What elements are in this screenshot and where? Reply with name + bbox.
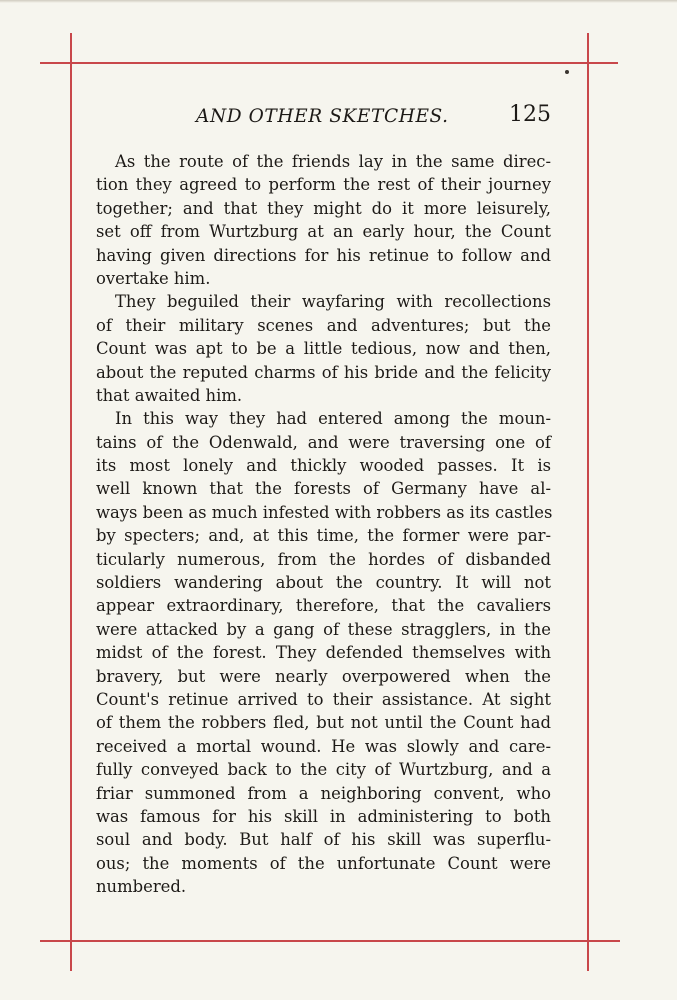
text-line: ticularly numerous, from the hordes of disbanded [96,549,551,569]
text-line: midst of the forest. They defended themselves with [96,643,551,663]
text-line: received a mortal wound. He was slowly and care- [96,736,551,756]
text-line: bravery, but were nearly overpowered when the [96,666,551,686]
body-text [96,150,551,899]
text-line: was famous for his skill in administering to both [96,806,551,826]
text-line: tion they agreed to perform the rest of their journey [96,175,551,195]
text-line: They beguiled their wayfaring with recollections [115,292,551,312]
paragraph [96,290,551,407]
text-line: In this way they had entered among the moun- [115,409,551,429]
text-line: of their military scenes and adventures; but the [96,315,551,335]
text-line: overtake him. [96,268,211,288]
text-line: of them the robbers fled, but not until the Count had [96,713,551,733]
page-top-edge [0,0,677,3]
paragraph [96,150,551,290]
text-line: appear extraordinary, therefore, that the cavaliers [96,596,551,616]
text-line: ways been as much infested with robbers as its castles [96,502,553,522]
text-line: tains of the Odenwald, and were traversing one of [96,432,551,452]
text-line: As the route of the friends lay in the same direc- [115,152,551,171]
ink-speck [565,70,569,74]
text-line: fully conveyed back to the city of Wurtzburg, and a [96,760,551,780]
border-left-rule [70,33,72,971]
paragraph [96,407,551,898]
text-line: having given directions for his retinue to follow and [96,245,551,265]
text-line: ous; the moments of the unfortunate Count were [96,853,551,873]
text-line: together; and that they might do it more leisurely, [96,198,551,218]
running-head [96,102,551,132]
text-line: friar summoned from a neighboring convent, who [96,783,551,803]
border-right-rule [587,33,589,971]
border-bottom-rule [40,940,620,942]
running-title: AND OTHER SKETCHES. [196,106,449,127]
text-line: soul and body. But half of his skill was superflu- [96,830,551,850]
text-line: well known that the forests of Germany have al- [96,479,551,499]
text-line: by specters; and, at this time, the former were par- [96,526,551,546]
border-top-rule [40,62,618,64]
text-line: its most lonely and thickly wooded passes. It is [96,456,551,476]
text-line: Count was apt to be a little tedious, now and then, [96,339,551,359]
text-line: that awaited him. [96,385,243,405]
text-line: soldiers wandering about the country. It will not [96,573,551,593]
text-line: set off from Wurtzburg at an early hour, the Count [96,222,551,242]
text-line: Count's retinue arrived to their assistance. At sight [96,689,551,709]
text-line: about the reputed charms of his bride and the felicity [96,362,551,382]
page-number: 125 [509,102,551,127]
text-line: numbered. [96,877,187,897]
text-line: were attacked by a gang of these stragglers, in the [96,619,551,639]
